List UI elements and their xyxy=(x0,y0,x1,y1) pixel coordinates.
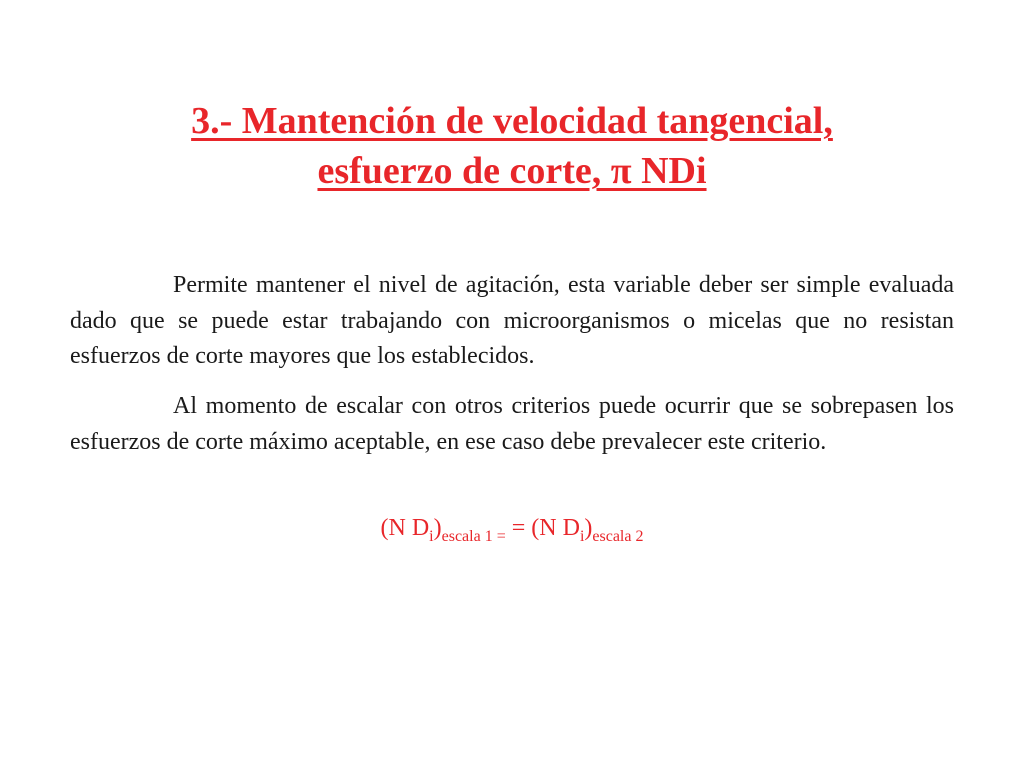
paragraph-2: Al momento de escalar con otros criterios puede ocurrir que se sobrepasen los esfuerzos de corte máximo aceptable, en ese caso debe prevalecer este criterio. xyxy=(70,393,954,455)
title-line-1: 3.- Mantención de velocidad tangencial, xyxy=(191,100,833,142)
formula-left-index: i xyxy=(429,528,434,545)
slide-title xyxy=(70,96,954,196)
scaling-formula xyxy=(70,510,954,546)
paragraph-1: Permite mantener el nivel de agitación, esta variable deber ser simple evaluada dado que se puede estar trabajando con microorganismos o micelas que no resistan esfuerzos de corte mayores que los establecidos. xyxy=(70,272,954,369)
formula-left-base: (N D xyxy=(380,515,430,541)
formula-right-index: i xyxy=(579,528,585,545)
formula-equals: = xyxy=(505,515,532,541)
title-line-2: esfuerzo de corte, π NDi xyxy=(317,150,707,192)
formula-left-close: ) xyxy=(433,515,442,541)
formula-right-close: ) xyxy=(584,515,593,541)
formula-left-subscript: escala 1 = xyxy=(441,528,506,545)
formula-right-base: (N D xyxy=(531,515,580,541)
formula-right-subscript: escala 2 xyxy=(592,528,644,545)
